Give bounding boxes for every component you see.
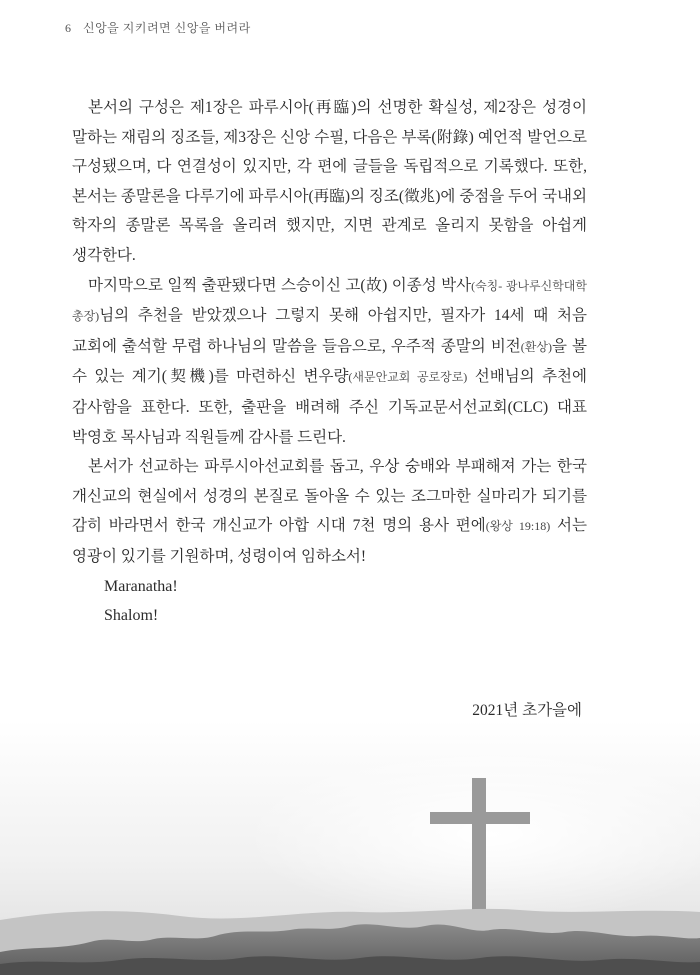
prayer-reference: (왕상 19:18): [485, 519, 551, 534]
ack-text-1: 마지막으로 일찍 출판됐다면 스승이신 고(故) 이종성 박사: [88, 276, 472, 294]
ack-annotation-1: (숙칭- 광나루신학대학 총장): [72, 278, 587, 324]
ack-text-4: 선배님의 추천에 감사함을 표한다. 또한, 출판을 배려해 주신 기독교문서선교회(CLC) 대표 박영호 목사님과 직원들께 감사를 드린다.: [72, 368, 587, 446]
ack-text-2: 님의 추천을 받았겠으나 그렇지 못해 아쉽지만, 필자가 14세 때 처음 교회에 출석할 무렵 하나님의 말씀을 들음으로, 우주적 종말의 비전: [72, 307, 587, 355]
ack-annotation-3: (새문안교회 공로장로): [348, 370, 468, 385]
paragraph-acknowledgements: [72, 271, 587, 453]
prayer-text-1: 본서가 선교하는 파루시아선교회를 돕고, 우상 숭배와 부패해져 가는 한국 개신교의 현실에서 성경의 본질로 돌아올 수 있는 조그마한 실마리가 되기를 감히 바라면서 한국 개신교가 아합 시대 7천 명의 용사 편에: [72, 458, 587, 535]
page-number: 6: [65, 21, 72, 35]
body-text: [72, 93, 587, 631]
prayer-text-2: 서는 영광이 있기를 기원하며, 성령이여 임하소서!: [72, 517, 587, 565]
running-header: [65, 19, 251, 36]
cross-landscape-illustration: [0, 720, 700, 975]
paragraph-structure: 본서의 구성은 제1장은 파루시아(再臨)의 선명한 확실성, 제2장은 성경이 말하는 재림의 징조들, 제3장은 신앙 수필, 다음은 부록(附錄) 예언적 발언으로 구성됐으며, 다 연결성이 있지만, 각 편에 글들을 독립적으로 기록했다. 또한, 본서는 종말론을 다루기에 파루시아(再臨)의 징조(徵兆)에 중점을 두어 국내외 학자의 종말론 목록을 올리려 했지만, 지면 관계로 올리지 못함을 아쉽게 생각한다.: [72, 99, 587, 264]
ack-annotation-2: (환상): [520, 339, 552, 354]
paragraph-prayer: [72, 452, 587, 571]
closing-maranatha: Maranatha!: [104, 577, 178, 595]
book-title: 신앙을 지키려면 신앙을 버려라: [83, 21, 251, 35]
ack-text-3: 을 볼 수 있는 계기(契機)를 마련하신 변우량: [72, 337, 587, 386]
closing-shalom: Shalom!: [104, 607, 159, 625]
date-line: 2021년 초가을에: [472, 702, 582, 719]
